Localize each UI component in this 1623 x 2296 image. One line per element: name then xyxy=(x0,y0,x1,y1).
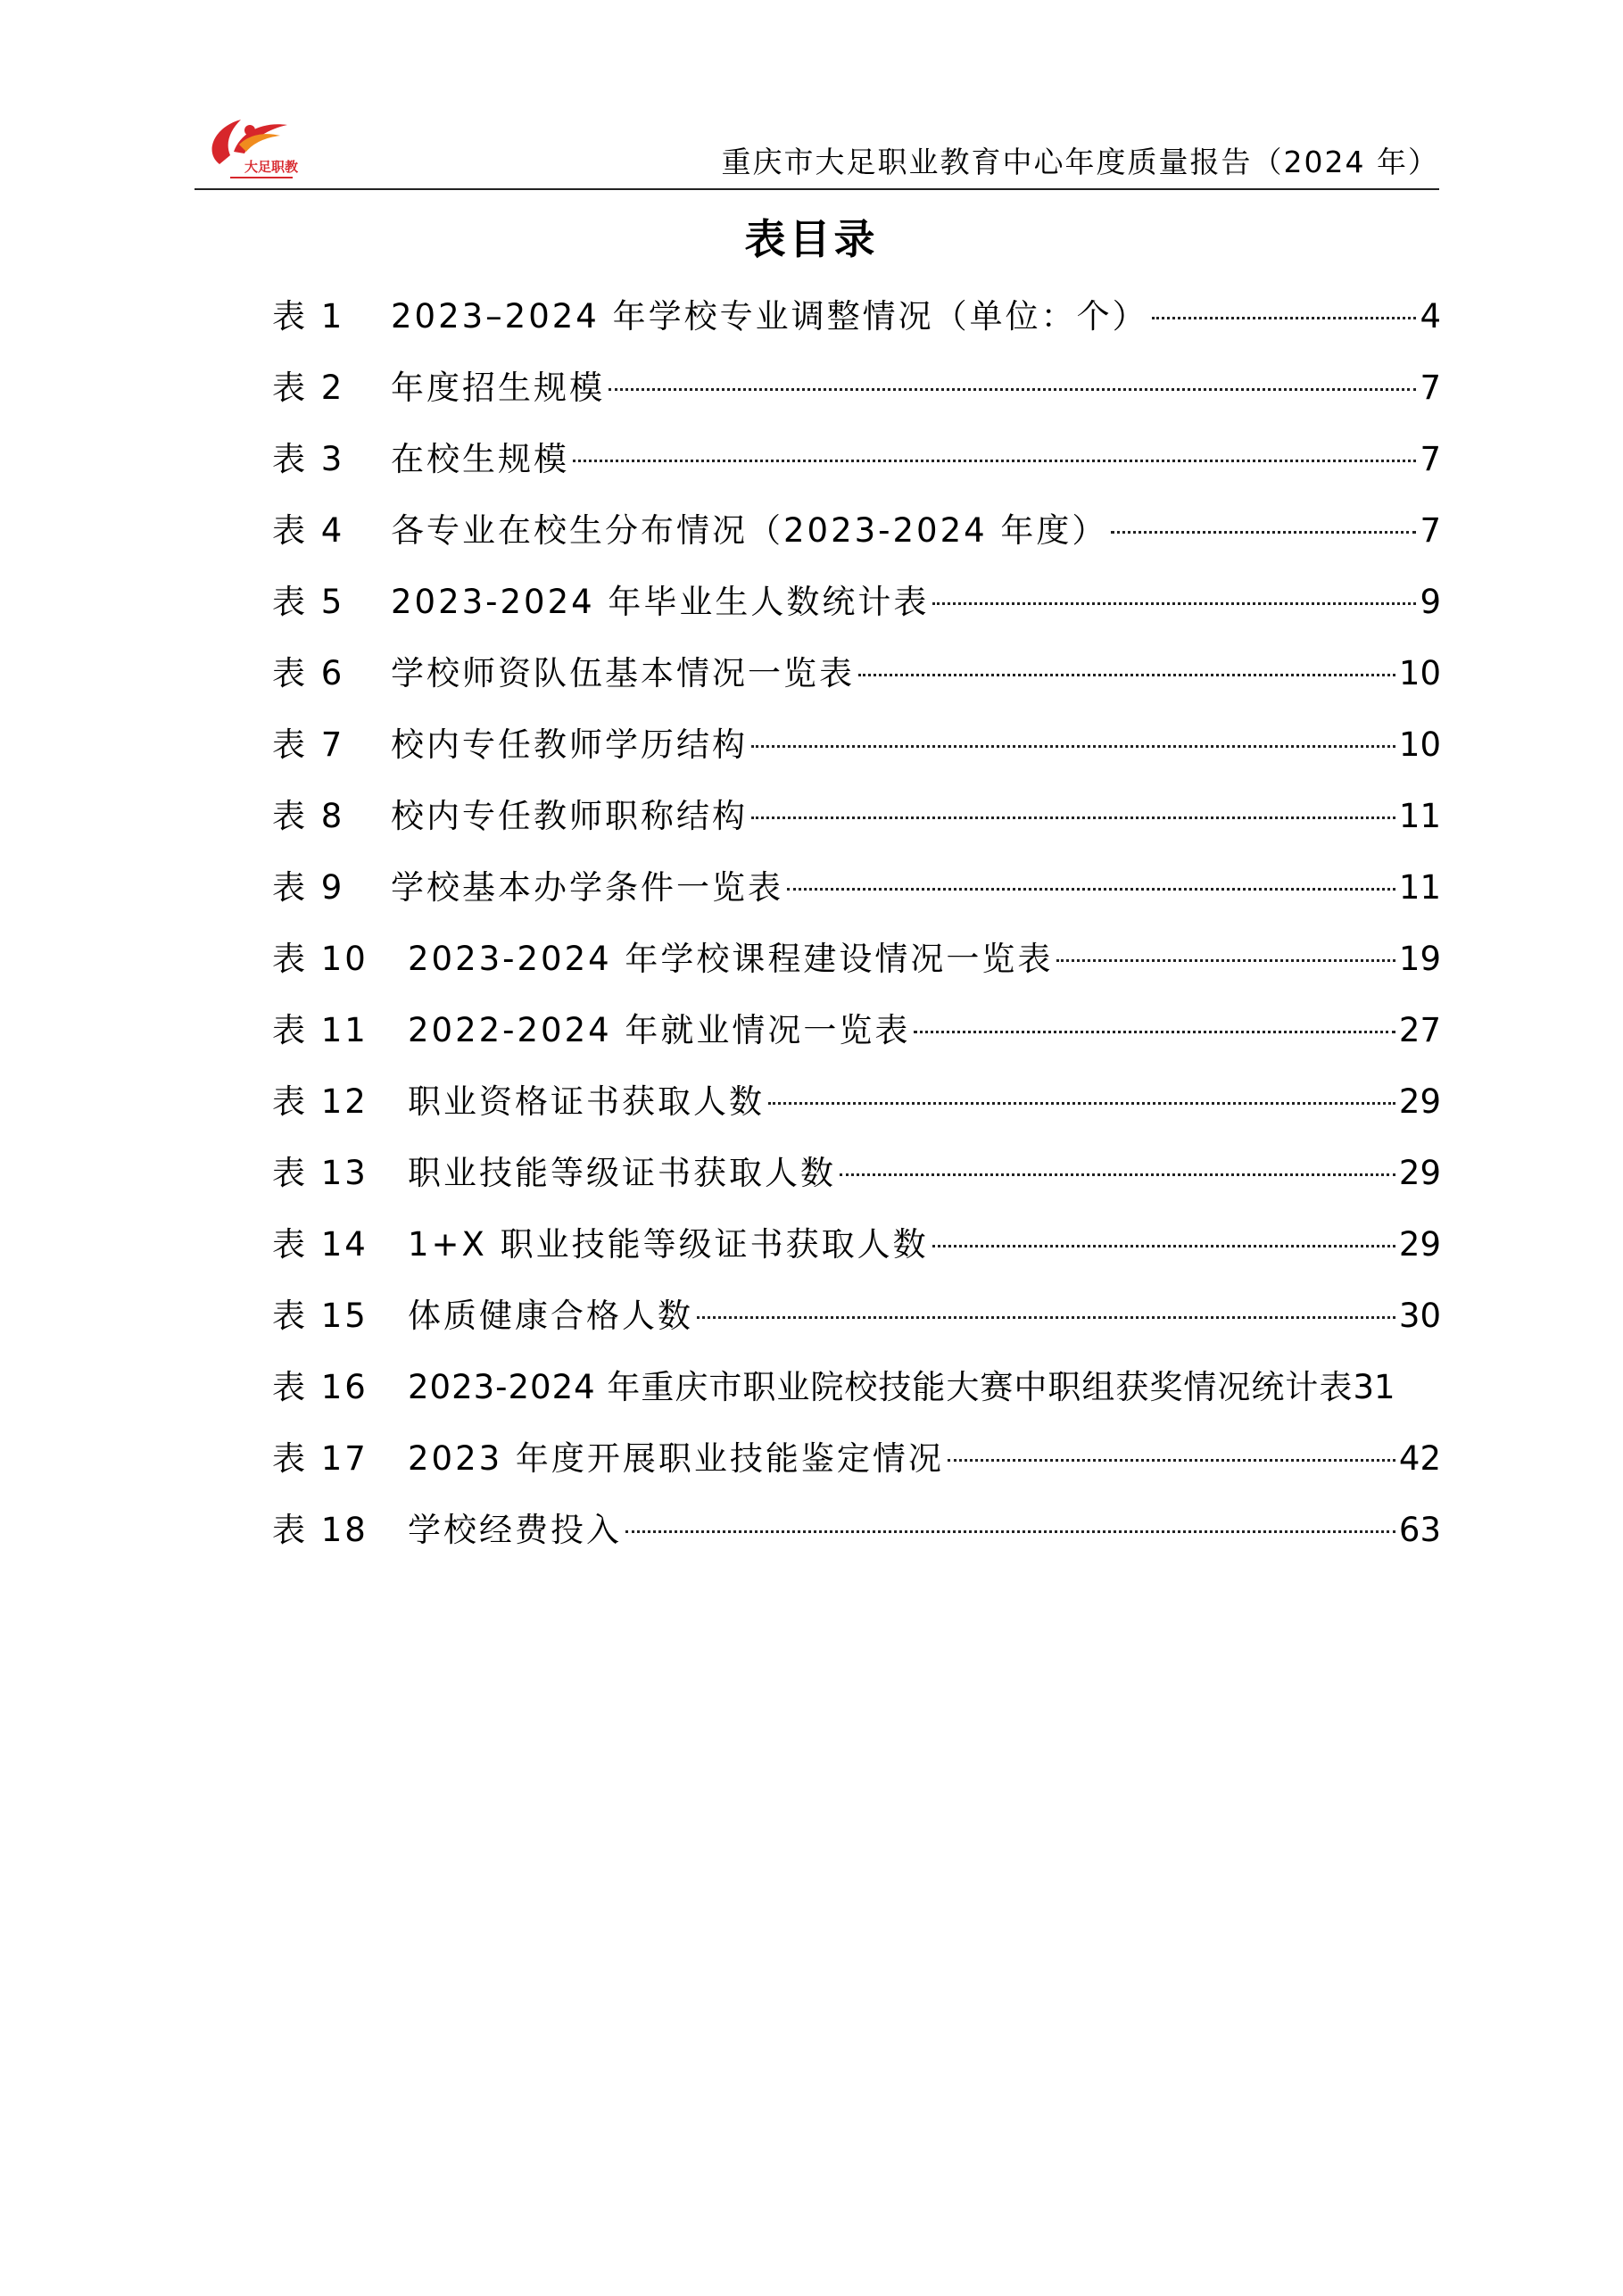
toc-entry-label: 表 12 xyxy=(272,1082,368,1121)
toc-dot-leader xyxy=(768,1102,1395,1105)
toc-dot-leader xyxy=(751,745,1395,748)
logo-text: 大足职教 xyxy=(244,159,299,175)
toc-entry-label: 表 16 xyxy=(272,1368,368,1406)
toc-entry[interactable] xyxy=(272,781,1441,852)
toc-entry[interactable] xyxy=(272,709,1441,781)
toc-entry[interactable] xyxy=(272,1495,1441,1566)
toc-entry-page: 11 xyxy=(1398,868,1441,907)
page-title: 表目录 xyxy=(744,215,879,263)
toc-dot-leader xyxy=(932,602,1416,605)
toc-entry-page: 10 xyxy=(1398,654,1441,692)
toc-dot-leader xyxy=(1152,317,1417,319)
toc-entry-title: 2023-2024 年学校课程建设情况一览表 xyxy=(408,940,1054,978)
toc-entry-label: 表 5 xyxy=(272,583,345,621)
toc-entry-label: 表 1 xyxy=(272,297,345,336)
toc-entry-title: 校内专任教师职称结构 xyxy=(391,797,748,835)
toc-entry[interactable] xyxy=(272,1138,1441,1209)
toc-entry[interactable] xyxy=(272,1209,1441,1281)
toc-entry-page: 4 xyxy=(1420,297,1441,336)
toc-entry-page: 7 xyxy=(1420,369,1441,407)
toc-entry-label: 表 17 xyxy=(272,1439,368,1478)
toc-entry[interactable] xyxy=(272,638,1441,709)
toc-entry[interactable] xyxy=(272,1352,1441,1423)
toc-entry-page: 30 xyxy=(1398,1297,1441,1335)
toc-entry-label: 表 8 xyxy=(272,797,345,835)
table-of-tables xyxy=(272,281,1441,1566)
toc-entry-page: 7 xyxy=(1420,511,1441,550)
toc-entry[interactable] xyxy=(272,495,1441,567)
toc-dot-leader xyxy=(840,1173,1395,1176)
toc-dot-leader xyxy=(751,816,1395,819)
toc-entry-title: 2023-2024 年毕业生人数统计表 xyxy=(391,583,930,621)
toc-entry-title: 各专业在校生分布情况（2023-2024 年度） xyxy=(391,511,1108,550)
toc-entry[interactable] xyxy=(272,1423,1441,1495)
toc-dot-leader xyxy=(858,674,1395,676)
toc-entry[interactable] xyxy=(272,852,1441,924)
toc-dot-leader xyxy=(625,1530,1395,1533)
toc-entry-title: 2023 年度开展职业技能鉴定情况 xyxy=(408,1439,944,1478)
toc-entry-label: 表 2 xyxy=(272,369,345,407)
toc-entry-page: 63 xyxy=(1398,1511,1441,1549)
report-header-title: 重庆市大足职业教育中心年度质量报告（2024 年） xyxy=(721,145,1439,179)
toc-entry-title: 1+X 职业技能等级证书获取人数 xyxy=(408,1225,929,1264)
toc-entry-page: 9 xyxy=(1420,583,1441,621)
toc-entry[interactable] xyxy=(272,1281,1441,1352)
toc-entry[interactable] xyxy=(272,995,1441,1066)
toc-entry-title: 校内专任教师学历结构 xyxy=(391,725,748,764)
toc-dot-leader xyxy=(609,388,1416,391)
school-logo xyxy=(195,112,302,184)
toc-entry[interactable] xyxy=(272,281,1441,352)
toc-entry-page: 29 xyxy=(1398,1225,1441,1264)
toc-entry-label: 表 11 xyxy=(272,1011,368,1049)
page-header xyxy=(195,105,1439,190)
toc-entry[interactable] xyxy=(272,352,1441,424)
toc-entry-title: 2022-2024 年就业情况一览表 xyxy=(408,1011,911,1049)
toc-entry-page: 29 xyxy=(1398,1154,1441,1192)
toc-entry-label: 表 6 xyxy=(272,654,345,692)
toc-entry-label: 表 7 xyxy=(272,725,345,764)
toc-entry[interactable] xyxy=(272,424,1441,495)
toc-entry-title: 年度招生规模 xyxy=(391,369,605,407)
toc-dot-leader xyxy=(1111,531,1416,534)
header-divider xyxy=(195,188,1439,190)
toc-dot-leader xyxy=(697,1316,1395,1319)
toc-dot-leader xyxy=(1056,959,1395,962)
toc-entry-title: 职业资格证书获取人数 xyxy=(408,1082,765,1121)
toc-entry-page: 7 xyxy=(1420,440,1441,478)
toc-entry-page: 10 xyxy=(1398,725,1441,764)
toc-entry[interactable] xyxy=(272,924,1441,995)
toc-entry-title: 职业技能等级证书获取人数 xyxy=(408,1154,836,1192)
toc-entry-title: 学校经费投入 xyxy=(408,1511,622,1549)
toc-dot-leader xyxy=(948,1459,1395,1462)
toc-dot-leader xyxy=(573,460,1416,462)
toc-entry-label: 表 10 xyxy=(272,940,368,978)
toc-entry-page: 29 xyxy=(1398,1082,1441,1121)
toc-entry-title: 2023–2024 年学校专业调整情况（单位：个） xyxy=(391,297,1148,336)
toc-entry-title: 在校生规模 xyxy=(391,440,569,478)
toc-entry-title: 学校基本办学条件一览表 xyxy=(391,868,783,907)
toc-entry-title: 学校师资队伍基本情况一览表 xyxy=(391,654,855,692)
toc-entry[interactable] xyxy=(272,567,1441,638)
toc-entry-page: 42 xyxy=(1398,1439,1441,1478)
toc-entry-title: 2023-2024 年重庆市职业院校技能大赛中职组获奖情况统计表 xyxy=(408,1368,1354,1406)
toc-entry-label: 表 4 xyxy=(272,511,345,550)
toc-entry-label: 表 15 xyxy=(272,1297,368,1335)
toc-entry-title: 体质健康合格人数 xyxy=(408,1297,693,1335)
toc-entry-page: 27 xyxy=(1398,1011,1441,1049)
toc-entry-label: 表 13 xyxy=(272,1154,368,1192)
toc-entry-page: 31 xyxy=(1353,1368,1395,1406)
toc-entry-page: 11 xyxy=(1398,797,1441,835)
toc-dot-leader xyxy=(787,888,1395,891)
toc-entry-label: 表 14 xyxy=(272,1225,368,1264)
toc-entry-label: 表 18 xyxy=(272,1511,368,1549)
toc-dot-leader xyxy=(932,1245,1395,1247)
toc-entry[interactable] xyxy=(272,1066,1441,1138)
toc-entry-page: 19 xyxy=(1398,940,1441,978)
toc-entry-label: 表 3 xyxy=(272,440,345,478)
toc-dot-leader xyxy=(914,1031,1395,1033)
toc-entry-label: 表 9 xyxy=(272,868,345,907)
